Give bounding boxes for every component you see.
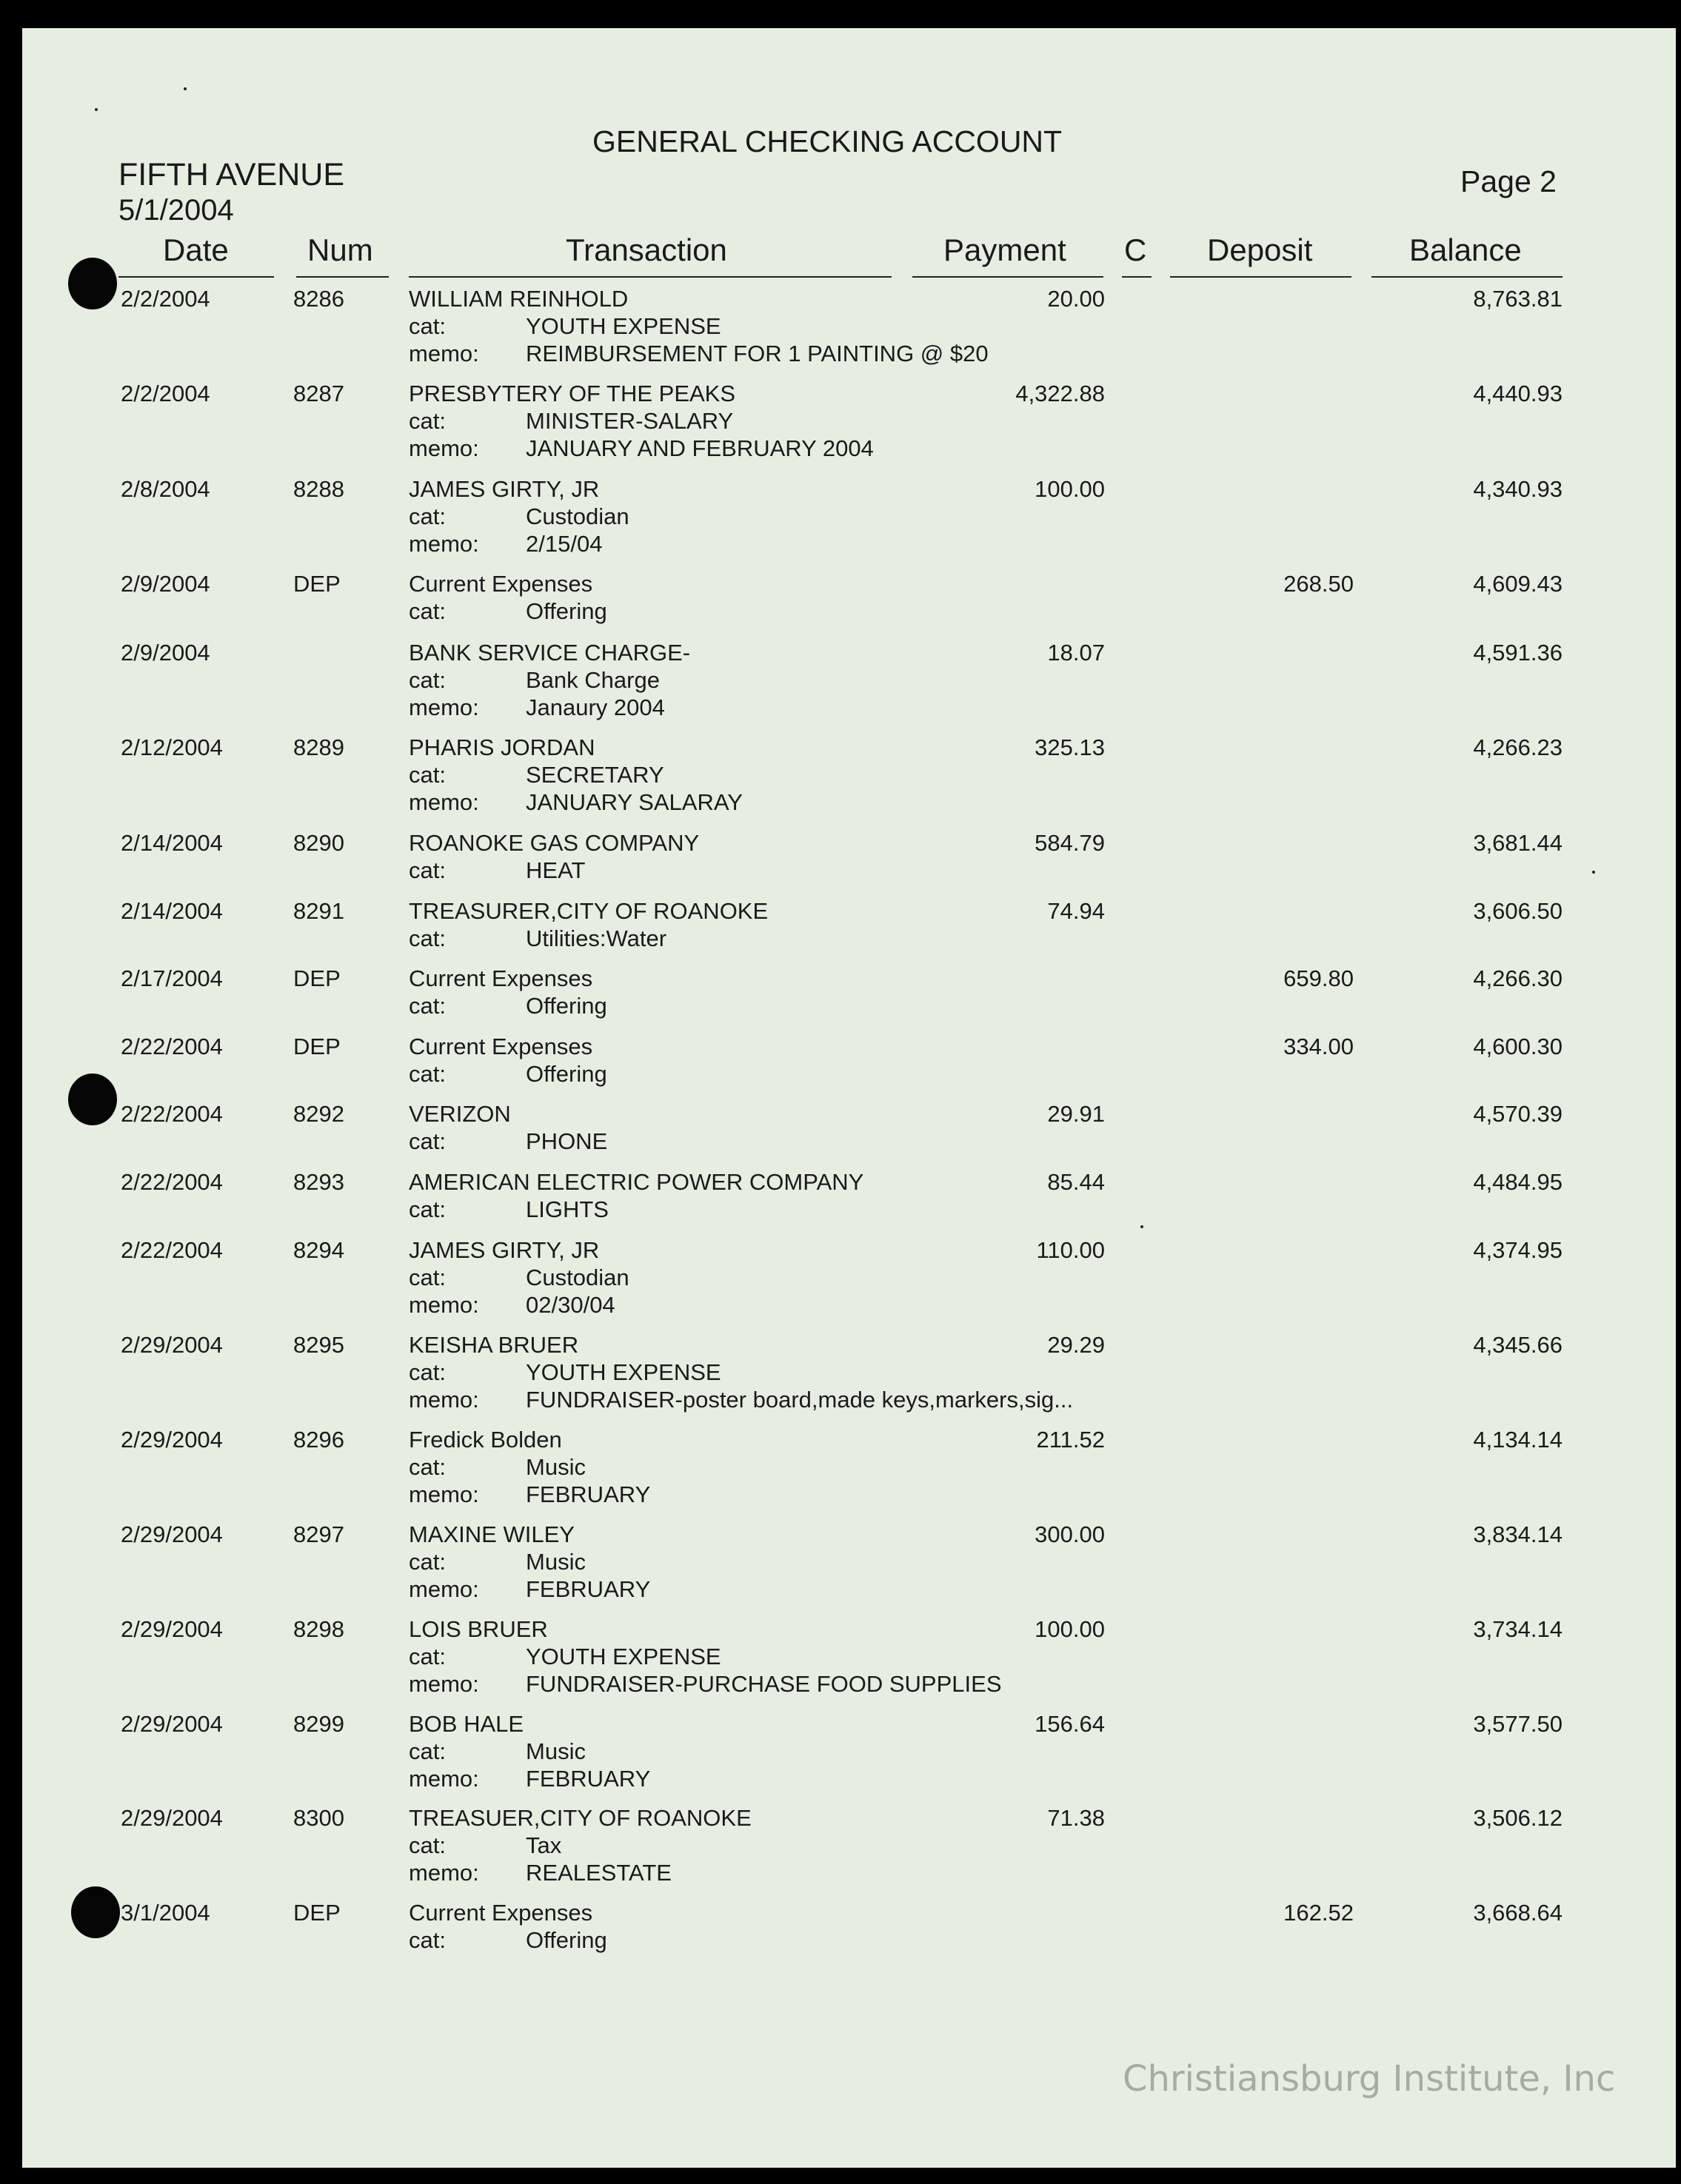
cat-label: cat: — [409, 1832, 446, 1858]
txn-date: 2/22/2004 — [121, 1169, 223, 1195]
col-rule-cleared — [1122, 276, 1152, 278]
col-header-transaction: Transaction — [566, 232, 727, 267]
cat-label: cat: — [409, 313, 446, 339]
txn-memo: 02/30/04 — [526, 1292, 615, 1318]
report-title: GENERAL CHECKING ACCOUNT — [592, 124, 1063, 158]
txn-payee: TREASURER,CITY OF ROANOKE — [409, 898, 769, 924]
txn-category: MINISTER-SALARY — [526, 408, 734, 434]
col-rule-balance — [1371, 276, 1563, 278]
cat-label: cat: — [409, 857, 446, 883]
txn-date: 2/9/2004 — [121, 571, 210, 597]
txn-category: PHONE — [526, 1128, 608, 1154]
txn-payment: 100.00 — [1035, 476, 1105, 502]
txn-num: 8297 — [293, 1521, 344, 1547]
txn-balance: 3,681.44 — [1473, 830, 1563, 856]
txn-balance: 4,374.95 — [1473, 1237, 1563, 1263]
txn-category: Music — [526, 1454, 586, 1480]
txn-category: Utilities:Water — [526, 925, 667, 951]
col-rule-deposit — [1170, 276, 1351, 278]
txn-category: Custodian — [526, 503, 629, 529]
txn-balance: 3,734.14 — [1473, 1616, 1563, 1642]
txn-date: 2/29/2004 — [121, 1427, 223, 1453]
txn-num: 8290 — [293, 830, 344, 856]
txn-payment: 85.44 — [1047, 1169, 1105, 1195]
speck — [95, 108, 98, 111]
txn-payee: ROANOKE GAS COMPANY — [409, 830, 700, 856]
church-name: FIFTH AVENUE — [118, 157, 345, 192]
col-header-date: Date — [163, 232, 229, 267]
txn-balance: 4,484.95 — [1473, 1169, 1563, 1195]
txn-num: DEP — [293, 1900, 341, 1926]
txn-balance: 4,440.93 — [1473, 381, 1563, 406]
col-header-cleared: C — [1124, 232, 1147, 267]
txn-date: 2/29/2004 — [121, 1521, 223, 1547]
txn-payee: Current Expenses — [409, 1900, 593, 1926]
txn-payment: 156.64 — [1035, 1711, 1105, 1737]
txn-payee: PHARIS JORDAN — [409, 734, 595, 760]
cat-label: cat: — [409, 1454, 446, 1480]
txn-num: DEP — [293, 571, 341, 597]
memo-label: memo: — [409, 789, 479, 815]
punch-hole-top — [68, 258, 117, 309]
txn-balance: 3,834.14 — [1473, 1521, 1563, 1547]
cat-label: cat: — [409, 1128, 446, 1154]
txn-payee: Current Expenses — [409, 571, 593, 597]
txn-num: 8286 — [293, 286, 344, 312]
txn-date: 2/14/2004 — [121, 830, 223, 856]
txn-payee: MAXINE WILEY — [409, 1521, 575, 1547]
cat-label: cat: — [409, 1738, 446, 1764]
txn-category: Music — [526, 1738, 586, 1764]
txn-payment: 74.94 — [1047, 898, 1105, 924]
txn-date: 2/29/2004 — [121, 1616, 223, 1642]
memo-label: memo: — [409, 1671, 479, 1697]
txn-category: Offering — [526, 1927, 607, 1953]
txn-memo: JANUARY AND FEBRUARY 2004 — [526, 435, 874, 461]
memo-label: memo: — [409, 694, 479, 720]
txn-memo: FEBRUARY — [526, 1481, 651, 1507]
txn-payee: TREASUER,CITY OF ROANOKE — [409, 1805, 752, 1831]
txn-balance: 3,506.12 — [1473, 1805, 1563, 1831]
txn-payment: 110.00 — [1036, 1237, 1105, 1263]
txn-date: 2/22/2004 — [121, 1101, 223, 1127]
memo-label: memo: — [409, 1481, 479, 1507]
txn-memo: REIMBURSEMENT FOR 1 PAINTING @ $20 — [526, 341, 989, 366]
report-date: 5/1/2004 — [118, 194, 234, 227]
txn-date: 2/8/2004 — [121, 476, 210, 502]
txn-payment: 4,322.88 — [1015, 381, 1105, 406]
watermark: Christiansburg Institute, Inc — [1123, 2058, 1616, 2100]
txn-num: 8288 — [293, 476, 344, 502]
txn-category: Music — [526, 1549, 586, 1575]
txn-payee: BANK SERVICE CHARGE- — [409, 640, 691, 666]
txn-num: 8299 — [293, 1711, 344, 1737]
txn-memo: FEBRUARY — [526, 1766, 651, 1792]
txn-num: 8294 — [293, 1237, 344, 1263]
txn-num: 8292 — [293, 1101, 344, 1127]
cat-label: cat: — [409, 762, 446, 788]
txn-memo: FUNDRAISER-poster board,made keys,markers,sig... — [526, 1387, 1074, 1413]
txn-memo: JANUARY SALARAY — [526, 789, 743, 815]
txn-payee: BOB HALE — [409, 1711, 524, 1737]
col-rule-num — [296, 276, 389, 278]
speck — [184, 87, 187, 90]
cat-label: cat: — [409, 667, 446, 693]
txn-num: 8291 — [293, 898, 344, 924]
cat-label: cat: — [409, 1549, 446, 1575]
txn-balance: 4,266.23 — [1473, 734, 1563, 760]
txn-category: YOUTH EXPENSE — [526, 1359, 721, 1385]
txn-num: 8295 — [293, 1332, 344, 1358]
txn-num: 8296 — [293, 1427, 344, 1453]
txn-payment: 71.38 — [1047, 1805, 1105, 1831]
txn-date: 2/29/2004 — [121, 1805, 223, 1831]
txn-deposit: 659.80 — [1283, 965, 1354, 991]
txn-category: LIGHTS — [526, 1196, 609, 1222]
txn-balance: 8,763.81 — [1473, 286, 1563, 312]
cat-label: cat: — [409, 1196, 446, 1222]
txn-category: Bank Charge — [526, 667, 660, 693]
txn-balance: 3,606.50 — [1473, 898, 1563, 924]
txn-category: YOUTH EXPENSE — [526, 313, 721, 339]
cat-label: cat: — [409, 1927, 446, 1953]
txn-date: 2/17/2004 — [121, 965, 223, 991]
txn-payment: 29.29 — [1047, 1332, 1105, 1358]
txn-category: Offering — [526, 1061, 607, 1087]
col-header-payment: Payment — [943, 232, 1066, 267]
cat-label: cat: — [409, 503, 446, 529]
txn-payment: 325.13 — [1035, 734, 1105, 760]
txn-deposit: 162.52 — [1283, 1900, 1354, 1926]
txn-payment: 300.00 — [1035, 1521, 1105, 1547]
txn-category: Offering — [526, 993, 607, 1019]
memo-label: memo: — [409, 1387, 479, 1413]
txn-num: 8287 — [293, 381, 344, 406]
memo-label: memo: — [409, 1860, 479, 1886]
txn-payment: 18.07 — [1047, 640, 1105, 666]
txn-category: SECRETARY — [526, 762, 664, 788]
txn-payment: 29.91 — [1047, 1101, 1105, 1127]
txn-balance: 4,609.43 — [1473, 571, 1563, 597]
txn-balance: 4,134.14 — [1473, 1427, 1563, 1453]
cat-label: cat: — [409, 925, 446, 951]
speck — [1592, 871, 1595, 874]
txn-payee: KEISHA BRUER — [409, 1332, 579, 1358]
txn-payment: 211.52 — [1036, 1427, 1105, 1453]
cat-label: cat: — [409, 598, 446, 624]
txn-category: Offering — [526, 598, 607, 624]
txn-payee: AMERICAN ELECTRIC POWER COMPANY — [409, 1169, 864, 1195]
txn-date: 3/1/2004 — [121, 1900, 210, 1926]
txn-payment: 584.79 — [1035, 830, 1105, 856]
punch-hole-middle — [68, 1073, 117, 1125]
txn-balance: 4,340.93 — [1473, 476, 1563, 502]
txn-date: 2/9/2004 — [121, 640, 210, 666]
cat-label: cat: — [409, 1359, 446, 1385]
txn-balance: 4,600.30 — [1473, 1034, 1563, 1059]
memo-label: memo: — [409, 1576, 479, 1602]
punch-hole-bottom — [71, 1886, 120, 1938]
txn-date: 2/2/2004 — [121, 286, 210, 312]
txn-category: HEAT — [526, 857, 586, 883]
txn-payee: WILLIAM REINHOLD — [409, 286, 629, 312]
txn-date: 2/29/2004 — [121, 1711, 223, 1737]
txn-payee: PRESBYTERY OF THE PEAKS — [409, 381, 736, 406]
txn-balance: 3,668.64 — [1473, 1900, 1563, 1926]
txn-num: 8293 — [293, 1169, 344, 1195]
txn-memo: FUNDRAISER-PURCHASE FOOD SUPPLIES — [526, 1671, 1002, 1697]
memo-label: memo: — [409, 1292, 479, 1318]
txn-date: 2/22/2004 — [121, 1034, 223, 1059]
txn-payee: Fredick Bolden — [409, 1427, 562, 1453]
txn-balance: 4,345.66 — [1473, 1332, 1563, 1358]
txn-deposit: 268.50 — [1283, 571, 1354, 597]
cat-label: cat: — [409, 1644, 446, 1669]
txn-balance: 3,577.50 — [1473, 1711, 1563, 1737]
txn-num: 8300 — [293, 1805, 344, 1831]
txn-date: 2/12/2004 — [121, 734, 223, 760]
speck — [1140, 1225, 1143, 1228]
txn-payment: 100.00 — [1035, 1616, 1105, 1642]
txn-num: DEP — [293, 1034, 341, 1059]
txn-balance: 4,570.39 — [1473, 1101, 1563, 1127]
txn-memo: FEBRUARY — [526, 1576, 651, 1602]
txn-memo: 2/15/04 — [526, 531, 603, 557]
txn-num: 8298 — [293, 1616, 344, 1642]
txn-balance: 4,266.30 — [1473, 965, 1563, 991]
txn-payment: 20.00 — [1047, 286, 1105, 312]
txn-payee: Current Expenses — [409, 1034, 593, 1059]
txn-category: Custodian — [526, 1264, 629, 1290]
col-rule-transaction — [409, 276, 892, 278]
memo-label: memo: — [409, 435, 479, 461]
col-header-balance: Balance — [1409, 232, 1522, 267]
col-rule-payment — [912, 276, 1103, 278]
txn-payee: Current Expenses — [409, 965, 593, 991]
txn-payee: JAMES GIRTY, JR — [409, 1237, 600, 1263]
col-rule-date — [118, 276, 274, 278]
memo-label: memo: — [409, 341, 479, 366]
col-header-deposit: Deposit — [1207, 232, 1313, 267]
txn-memo: REALESTATE — [526, 1860, 672, 1886]
memo-label: memo: — [409, 531, 479, 557]
cat-label: cat: — [409, 408, 446, 434]
txn-balance: 4,591.36 — [1473, 640, 1563, 666]
txn-payee: VERIZON — [409, 1101, 511, 1127]
txn-deposit: 334.00 — [1283, 1034, 1354, 1059]
txn-num: DEP — [293, 965, 341, 991]
cat-label: cat: — [409, 993, 446, 1019]
cat-label: cat: — [409, 1061, 446, 1087]
page-number: Page 2 — [1460, 164, 1557, 198]
txn-date: 2/2/2004 — [121, 381, 210, 406]
txn-payee: LOIS BRUER — [409, 1616, 548, 1642]
txn-category: YOUTH EXPENSE — [526, 1644, 721, 1669]
cat-label: cat: — [409, 1264, 446, 1290]
txn-memo: Janaury 2004 — [526, 694, 665, 720]
txn-date: 2/14/2004 — [121, 898, 223, 924]
txn-category: Tax — [526, 1832, 562, 1858]
txn-date: 2/22/2004 — [121, 1237, 223, 1263]
col-header-num: Num — [307, 232, 373, 267]
txn-payee: JAMES GIRTY, JR — [409, 476, 600, 502]
memo-label: memo: — [409, 1766, 479, 1792]
txn-num: 8289 — [293, 734, 344, 760]
txn-date: 2/29/2004 — [121, 1332, 223, 1358]
